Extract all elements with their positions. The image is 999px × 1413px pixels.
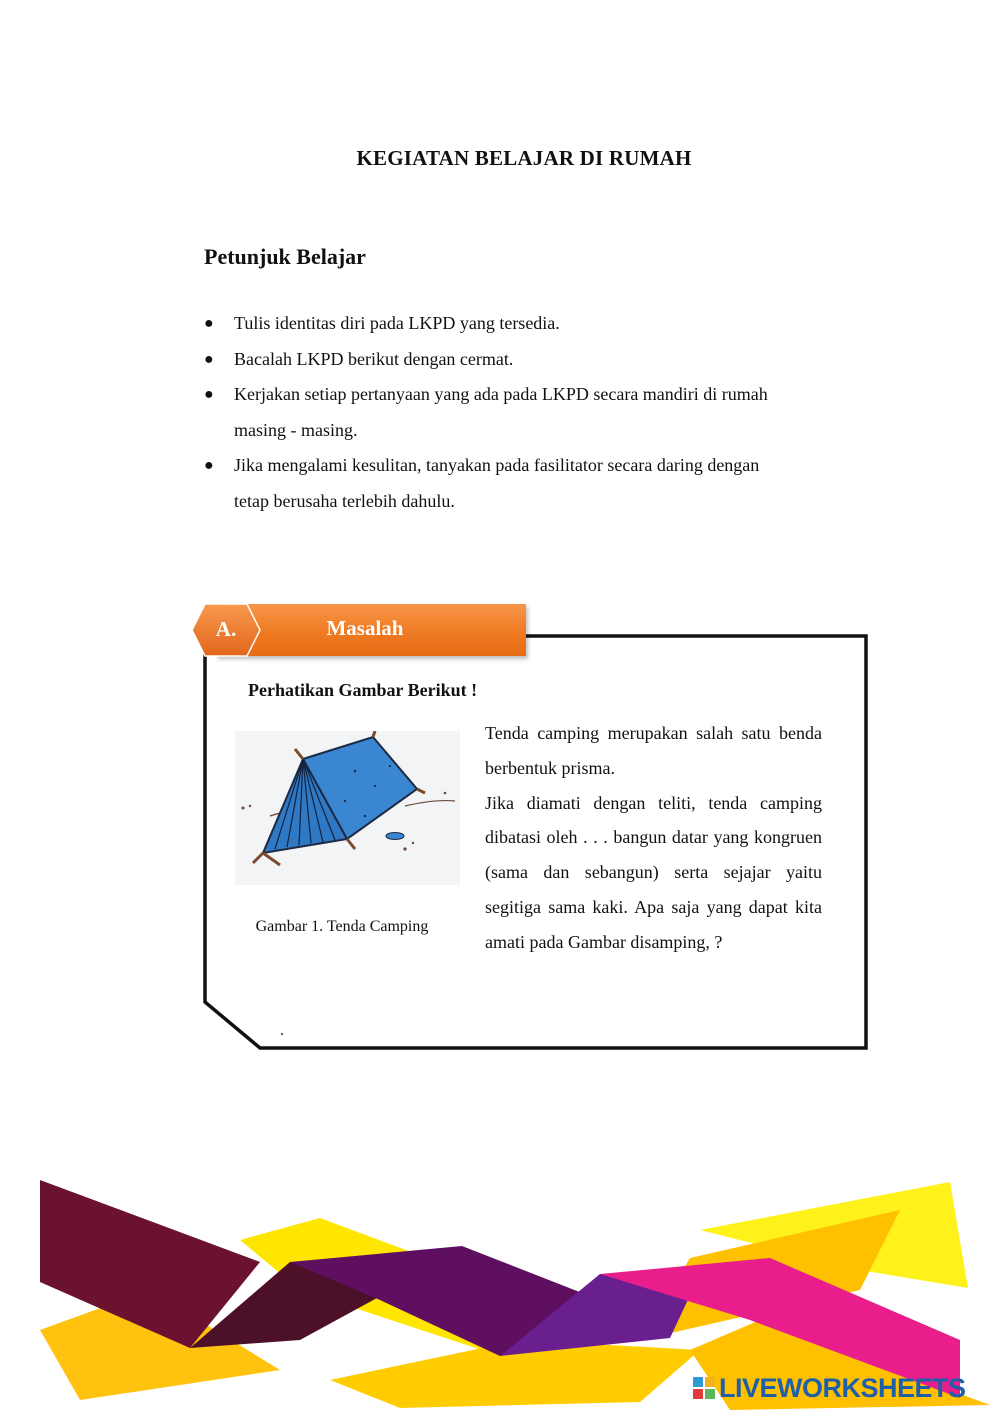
bullet-icon: ●	[204, 350, 214, 368]
bullet-icon: ●	[204, 315, 214, 332]
trailing-mark: .	[280, 1022, 284, 1039]
brand-logo-area	[692, 1372, 966, 1404]
paragraph-2: Jika diamati dengan teliti, tenda camping dibatasi oleh . . . bangun datar yang kongruen (sama dan sebangun) serta sejajar yaitu segitiga sama kaki. Apa saja yang dapat kita amati pada Gambar disamping, ?	[485, 792, 822, 952]
liveworksheets-logo-icon	[692, 1376, 716, 1400]
section-label: Masalah	[326, 616, 404, 640]
brand-name: LIVEWORKSHEETS	[719, 1372, 966, 1403]
image-caption: Gambar 1. Tenda Camping	[255, 918, 429, 935]
paragraph-1: Tenda camping merupakan salah satu benda berbentuk prisma.	[485, 723, 822, 778]
list-item-line: Kerjakan setiap pertanyaan yang ada pada LKPD secara mandiri di rumah	[234, 384, 768, 404]
list-item-line: Tulis identitas diri pada LKPD yang tersedia.	[234, 313, 560, 333]
bullet-icon: ●	[204, 386, 214, 403]
list-item-line: masing - masing.	[234, 419, 358, 440]
list-item-line: tetap berusaha terlebih dahulu.	[234, 490, 455, 511]
tent-illustration-icon	[235, 731, 460, 885]
list-item-line: Bacalah LKPD berikut dengan cermat.	[234, 348, 514, 369]
section-letter: A.	[215, 617, 237, 641]
tent-image	[235, 731, 460, 885]
section-prompt: Perhatikan Gambar Berikut !	[248, 680, 478, 700]
bullet-icon: ●	[204, 457, 214, 474]
list-item-line: Jika mengalami kesulitan, tanyakan pada fasilitator secara daring dengan	[234, 455, 760, 475]
page-title: KEGIATAN BELAJAR DI RUMAH	[356, 146, 692, 170]
section-paragraph	[485, 716, 822, 960]
instructions-heading: Petunjuk Belajar	[204, 244, 366, 269]
